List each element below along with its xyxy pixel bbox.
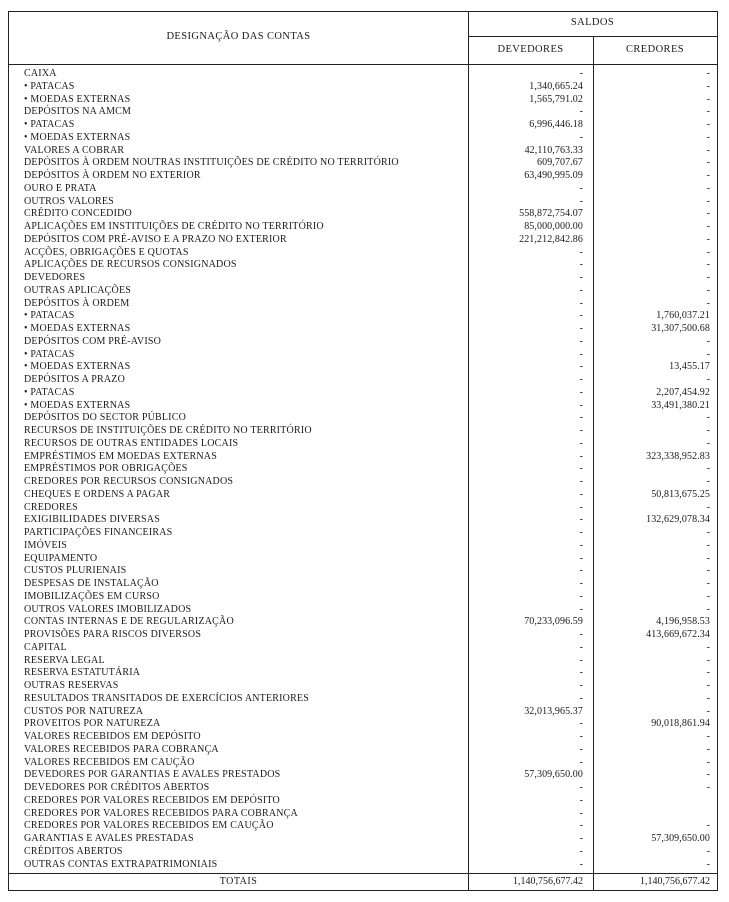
account-name: • PATACAS [24, 310, 75, 322]
credores-value: 323,338,952.83 [646, 450, 710, 462]
credores-value: - [706, 233, 710, 245]
credores-value: - [706, 284, 710, 296]
credores-value: - [706, 246, 710, 258]
credores-value: - [706, 374, 710, 385]
credores-value: - [706, 272, 710, 283]
table-row [9, 820, 717, 833]
devedores-value: - [579, 297, 583, 309]
balance-sheet-table [8, 11, 718, 891]
account-name: DEPÓSITOS COM PRÉ-AVISO E A PRAZO NO EXTERIOR [24, 233, 287, 245]
table-row [9, 616, 717, 629]
credores-value: - [706, 680, 710, 691]
header-credores: CREDORES [625, 44, 685, 55]
table-row [9, 400, 717, 413]
credores-value: 1,760,037.21 [656, 310, 710, 322]
table-row [9, 221, 717, 234]
devedores-value: - [579, 743, 583, 755]
table-row [9, 833, 717, 846]
credores-value: 57,309,650.00 [651, 833, 710, 844]
account-name: DEPÓSITOS A PRAZO [24, 374, 126, 385]
account-name: GARANTIAS E AVALES PRESTADAS [24, 833, 194, 844]
account-name: OUTROS VALORES [24, 195, 114, 207]
table-row [9, 642, 717, 655]
credores-value: - [706, 743, 710, 755]
table-row [9, 502, 717, 515]
account-name: CRÉDITOS ABERTOS [24, 845, 123, 857]
account-name: PARTICIPAÇÕES FINANCEIRAS [24, 527, 173, 538]
account-name: CUSTOS PLURIENAIS [24, 565, 127, 577]
table-row [9, 310, 717, 323]
account-name: OUTRAS RESERVAS [24, 680, 119, 691]
account-name: • PATACAS [24, 80, 75, 92]
table-row [9, 68, 717, 81]
account-name: • MOEDAS EXTERNAS [24, 131, 131, 143]
table-row [9, 387, 717, 400]
table-row [9, 119, 717, 132]
table-row [9, 769, 717, 782]
table-row [9, 680, 717, 693]
header-designacao: DESIGNAÇÃO DAS CONTAS [166, 31, 311, 42]
account-name: IMOBILIZAÇÕES EM CURSO [24, 590, 160, 602]
devedores-value: - [579, 310, 583, 322]
devedores-value: - [579, 731, 583, 742]
credores-value: - [706, 195, 710, 207]
account-name: RECURSOS DE INSTITUIÇÕES DE CRÉDITO NO TERRITÓRIO [24, 425, 312, 436]
table-row [9, 540, 717, 553]
table-row [9, 323, 717, 336]
table-row [9, 514, 717, 527]
totals-row [9, 874, 717, 890]
table-row [9, 285, 717, 298]
table-row [9, 808, 717, 821]
table-row [9, 795, 717, 808]
devedores-value: 1,565,791.02 [529, 93, 583, 105]
devedores-value: - [579, 692, 583, 704]
table-row [9, 183, 717, 196]
devedores-value: - [579, 514, 583, 526]
table-row [9, 718, 717, 731]
credores-value: - [706, 80, 710, 92]
account-name: • PATACAS [24, 348, 75, 360]
devedores-value: - [579, 833, 583, 844]
table-row [9, 170, 717, 183]
credores-value: - [706, 463, 710, 475]
table-row [9, 565, 717, 578]
credores-value: - [706, 476, 710, 487]
credores-value: - [706, 756, 710, 768]
table-row [9, 425, 717, 438]
credores-value: 13,455.17 [669, 361, 710, 373]
account-name: APLICAÇÕES DE RECURSOS CONSIGNADOS [24, 259, 237, 271]
account-name: DEVEDORES [24, 272, 86, 283]
account-name: CREDORES POR VALORES RECEBIDOS EM CAUÇÃO [24, 820, 274, 832]
credores-value: - [706, 667, 710, 679]
account-name: CREDORES [24, 501, 78, 513]
credores-value: - [706, 335, 710, 347]
account-name: APLICAÇÕES EM INSTITUIÇÕES DE CRÉDITO NO TERRITÓRIO [24, 221, 324, 232]
devedores-value: - [579, 565, 583, 577]
account-name: CRÉDITO CONCEDIDO [24, 208, 132, 220]
credores-value: - [706, 539, 710, 551]
credores-value: - [706, 119, 710, 130]
account-name: OUTROS VALORES IMOBILIZADOS [24, 603, 192, 615]
devedores-value: 57,309,650.00 [524, 769, 583, 781]
credores-value: - [706, 144, 710, 156]
header-bottom-rule [9, 64, 717, 65]
devedores-value: - [579, 323, 583, 334]
table-row [9, 744, 717, 757]
devedores-value: - [579, 858, 583, 870]
devedores-value: - [579, 807, 583, 819]
table-row [9, 859, 717, 872]
table-row [9, 553, 717, 566]
account-name: • PATACAS [24, 119, 75, 130]
table-row [9, 247, 717, 260]
credores-value: - [706, 705, 710, 717]
account-name: CAPITAL [24, 641, 67, 653]
table-row [9, 132, 717, 145]
devedores-value: - [579, 667, 583, 679]
table-row [9, 655, 717, 668]
devedores-value: - [579, 476, 583, 487]
devedores-value: - [579, 131, 583, 143]
totals-credores: 1,140,756,677.42 [640, 876, 710, 887]
table-row [9, 208, 717, 221]
devedores-value: - [579, 654, 583, 666]
devedores-value: 221,212,842.86 [519, 233, 583, 245]
table-row [9, 81, 717, 94]
credores-value: - [706, 565, 710, 577]
credores-value: - [706, 437, 710, 449]
devedores-value: 63,490,995.09 [524, 170, 583, 181]
credores-value: - [706, 297, 710, 309]
account-name: VALORES RECEBIDOS EM CAUÇÃO [24, 756, 195, 768]
account-name: EMPRÉSTIMOS EM MOEDAS EXTERNAS [24, 450, 217, 462]
table-row [9, 374, 717, 387]
devedores-value: - [579, 386, 583, 398]
account-name: CREDORES POR RECURSOS CONSIGNADOS [24, 476, 234, 487]
saldos-subheader-rule [468, 36, 717, 37]
devedores-value: - [579, 437, 583, 449]
credores-value: - [706, 425, 710, 436]
table-row [9, 706, 717, 719]
account-name: DEVEDORES POR CRÉDITOS ABERTOS [24, 782, 210, 793]
table-row [9, 412, 717, 425]
account-name: DEVEDORES POR GARANTIAS E AVALES PRESTADOS [24, 769, 281, 781]
devedores-value: - [579, 399, 583, 411]
totals-devedores: 1,140,756,677.42 [513, 876, 583, 887]
table-row [9, 234, 717, 247]
credores-value: - [706, 131, 710, 143]
account-name: DEPÓSITOS À ORDEM NO EXTERIOR [24, 170, 201, 181]
devedores-value: - [579, 501, 583, 513]
table-row [9, 578, 717, 591]
devedores-value: - [579, 641, 583, 653]
table-row [9, 693, 717, 706]
credores-value: 2,207,454.92 [656, 386, 710, 398]
credores-value: - [706, 93, 710, 105]
table-row [9, 196, 717, 209]
devedores-value: - [579, 539, 583, 551]
account-name: OUTRAS APLICAÇÕES [24, 284, 132, 296]
devedores-value: 70,233,096.59 [524, 616, 583, 628]
credores-value: - [706, 348, 710, 360]
credores-value: - [706, 412, 710, 424]
account-name: RESERVA ESTATUTÁRIA [24, 667, 141, 679]
devedores-value: - [579, 463, 583, 475]
table-row [9, 336, 717, 349]
credores-value: - [706, 692, 710, 704]
devedores-value: - [579, 374, 583, 385]
credores-value: - [706, 157, 710, 169]
credores-value: - [706, 731, 710, 742]
table-row [9, 591, 717, 604]
credores-value: - [706, 182, 710, 194]
account-name: • MOEDAS EXTERNAS [24, 361, 131, 373]
devedores-value: - [579, 68, 583, 79]
account-name: ACÇÕES, OBRIGAÇÕES E QUOTAS [24, 246, 189, 258]
account-name: RESERVA LEGAL [24, 654, 105, 666]
account-name: • MOEDAS EXTERNAS [24, 399, 131, 411]
credores-value: 413,669,672.34 [646, 629, 710, 640]
account-name: DEPÓSITOS DO SECTOR PÚBLICO [24, 412, 187, 424]
devedores-value: - [579, 756, 583, 768]
table-row [9, 667, 717, 680]
table-row [9, 106, 717, 119]
devedores-value: 609,707.67 [537, 157, 583, 169]
account-name: • MOEDAS EXTERNAS [24, 93, 131, 105]
account-name: • PATACAS [24, 386, 75, 398]
devedores-value: - [579, 335, 583, 347]
table-row [9, 846, 717, 859]
account-name: DESPESAS DE INSTALAÇÃO [24, 578, 159, 589]
account-name: IMÓVEIS [24, 539, 68, 551]
credores-value: - [706, 527, 710, 538]
account-name: VALORES RECEBIDOS EM DEPÓSITO [24, 731, 201, 742]
credores-value: - [706, 221, 710, 232]
table-row [9, 361, 717, 374]
devedores-value: - [579, 718, 583, 730]
credores-value: - [706, 106, 710, 118]
table-row [9, 349, 717, 362]
account-name: CREDORES POR VALORES RECEBIDOS EM DEPÓSITO [24, 794, 280, 806]
account-name: RESULTADOS TRANSITADOS DE EXERCÍCIOS ANTERIORES [24, 692, 310, 704]
devedores-value: - [579, 845, 583, 857]
account-name: RECURSOS DE OUTRAS ENTIDADES LOCAIS [24, 437, 239, 449]
table-row [9, 527, 717, 540]
devedores-value: - [579, 361, 583, 373]
devedores-value: - [579, 578, 583, 589]
account-name: DEPÓSITOS À ORDEM [24, 297, 130, 309]
header-saldos: SALDOS [570, 17, 615, 28]
account-name: EMPRÉSTIMOS POR OBRIGAÇÕES [24, 463, 188, 475]
totals-label: TOTAIS [219, 876, 258, 887]
account-name: CAIXA [24, 68, 57, 79]
devedores-value: - [579, 680, 583, 691]
credores-value: 132,629,078.34 [646, 514, 710, 526]
credores-value: - [706, 858, 710, 870]
credores-value: - [706, 68, 710, 79]
table-row [9, 145, 717, 158]
table-row [9, 629, 717, 642]
devedores-value: - [579, 425, 583, 436]
table-row [9, 489, 717, 502]
devedores-value: - [579, 820, 583, 832]
devedores-value: - [579, 782, 583, 793]
credores-value: 50,813,675.25 [651, 488, 710, 500]
header-devedores: DEVEDORES [497, 44, 564, 55]
devedores-value: 1,340,665.24 [529, 80, 583, 92]
account-name: DEPÓSITOS COM PRÉ-AVISO [24, 335, 162, 347]
account-name: CUSTOS POR NATUREZA [24, 705, 144, 717]
account-name: DEPÓSITOS À ORDEM NOUTRAS INSTITUIÇÕES DE CRÉDITO NO TERRITÓRIO [24, 157, 399, 169]
account-name: CONTAS INTERNAS E DE REGULARIZAÇÃO [24, 616, 234, 628]
devedores-value: 558,872,754.07 [519, 208, 583, 220]
account-rows [9, 68, 717, 871]
devedores-value: - [579, 195, 583, 207]
credores-value: - [706, 578, 710, 589]
devedores-value: - [579, 552, 583, 564]
devedores-value: 32,013,965.37 [524, 705, 583, 717]
devedores-value: 6,996,446.18 [529, 119, 583, 130]
account-name: EQUIPAMENTO [24, 552, 98, 564]
account-name: DEPÓSITOS NA AMCM [24, 106, 132, 118]
credores-value: - [706, 641, 710, 653]
credores-value: - [706, 170, 710, 181]
devedores-value: - [579, 629, 583, 640]
devedores-value: 42,110,763.33 [524, 144, 583, 156]
account-name: CHEQUES E ORDENS A PAGAR [24, 488, 171, 500]
account-name: PROVEITOS POR NATUREZA [24, 718, 161, 730]
table-row [9, 451, 717, 464]
devedores-value: - [579, 272, 583, 283]
devedores-value: - [579, 182, 583, 194]
table-row [9, 438, 717, 451]
credores-value: 33,491,380.21 [651, 399, 710, 411]
credores-value: - [706, 769, 710, 781]
table-row [9, 782, 717, 795]
credores-value: 31,307,500.68 [651, 323, 710, 334]
devedores-value: - [579, 450, 583, 462]
devedores-value: - [579, 412, 583, 424]
table-row [9, 757, 717, 770]
credores-value: - [706, 259, 710, 271]
table-row [9, 731, 717, 744]
account-name: VALORES A COBRAR [24, 144, 125, 156]
devedores-value: - [579, 590, 583, 602]
account-name: OUTRAS CONTAS EXTRAPATRIMONIAIS [24, 858, 218, 870]
table-row [9, 157, 717, 170]
table-row [9, 94, 717, 107]
account-name: OURO E PRATA [24, 182, 97, 194]
devedores-value: - [579, 106, 583, 118]
credores-value: - [706, 208, 710, 220]
table-row [9, 604, 717, 617]
credores-value: - [706, 590, 710, 602]
credores-value: - [706, 603, 710, 615]
credores-value: - [706, 552, 710, 564]
account-name: VALORES RECEBIDOS PARA COBRANÇA [24, 743, 219, 755]
credores-value: - [706, 845, 710, 857]
account-name: EXIGIBILIDADES DIVERSAS [24, 514, 160, 526]
account-name: PROVISÕES PARA RISCOS DIVERSOS [24, 629, 202, 640]
devedores-value: - [579, 794, 583, 806]
devedores-value: - [579, 488, 583, 500]
devedores-value: - [579, 527, 583, 538]
credores-value: - [706, 501, 710, 513]
account-name: CREDORES POR VALORES RECEBIDOS PARA COBRANÇA [24, 807, 298, 819]
table-row [9, 272, 717, 285]
table-row [9, 476, 717, 489]
account-name: • MOEDAS EXTERNAS [24, 323, 131, 334]
credores-value: - [706, 820, 710, 832]
credores-value: - [706, 782, 710, 793]
devedores-value: 85,000,000.00 [524, 221, 583, 232]
table-row [9, 259, 717, 272]
credores-value: - [706, 654, 710, 666]
table-row [9, 298, 717, 311]
devedores-value: - [579, 603, 583, 615]
table-row [9, 463, 717, 476]
devedores-value: - [579, 259, 583, 271]
devedores-value: - [579, 284, 583, 296]
devedores-value: - [579, 246, 583, 258]
devedores-value: - [579, 348, 583, 360]
credores-value: 4,196,958.53 [656, 616, 710, 628]
credores-value: 90,018,861.94 [651, 718, 710, 730]
